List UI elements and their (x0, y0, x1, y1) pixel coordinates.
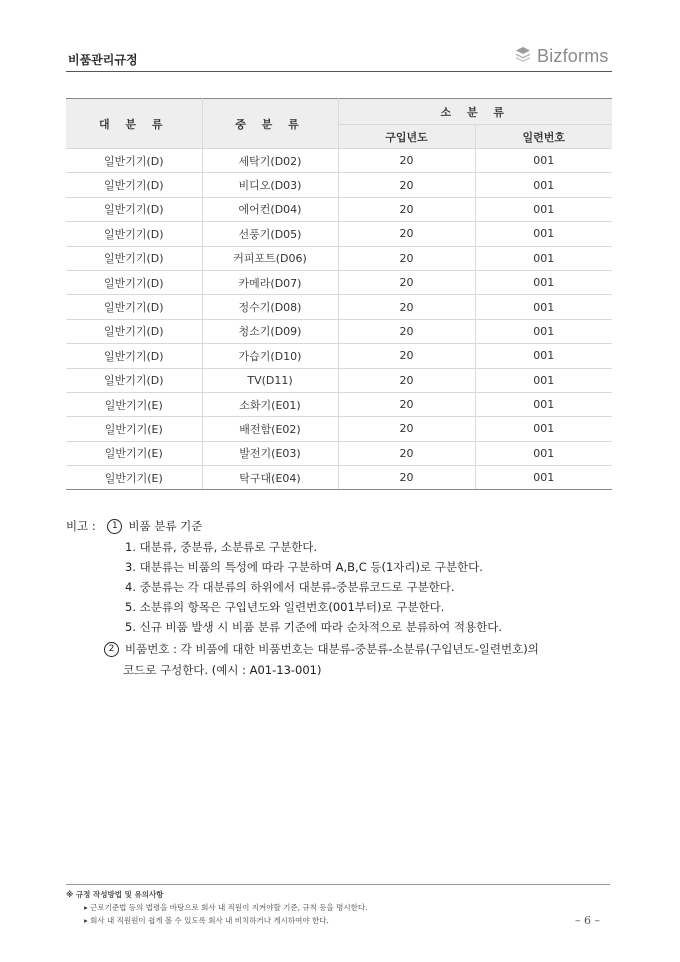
purchase-year-cell: 20 (338, 197, 475, 221)
bizforms-logo (514, 45, 609, 67)
middle-category-cell: 가습기(D10) (202, 344, 338, 368)
purchase-year-cell: 20 (338, 368, 475, 392)
table-row (66, 173, 612, 197)
table-row (66, 222, 612, 246)
major-category-cell: 일반기기(D) (66, 368, 202, 392)
serial-number-cell: 001 (475, 319, 612, 343)
middle-category-cell: 선풍기(D05) (202, 222, 338, 246)
major-category-cell: 일반기기(D) (66, 246, 202, 270)
purchase-year-cell: 20 (338, 246, 475, 270)
major-category-cell: 일반기기(E) (66, 392, 202, 416)
serial-number-cell: 001 (475, 295, 612, 319)
serial-number-cell: 001 (475, 222, 612, 246)
table-row (66, 319, 612, 343)
purchase-year-cell: 20 (338, 441, 475, 465)
classification-table (66, 98, 612, 490)
middle-category-cell: 커피포트(D06) (202, 246, 338, 270)
serial-number-cell: 001 (475, 197, 612, 221)
middle-category-cell: 발전기(E03) (202, 441, 338, 465)
header-middle-category: 중 분 류 (202, 99, 338, 149)
remarks-item2-line1: 비품번호 : 각 비품에 대한 비품번호는 대분류-중분류-소분류(구입년도-일련번호)의 (125, 642, 539, 656)
middle-category-cell: 에어컨(D04) (202, 197, 338, 221)
serial-number-cell: 001 (475, 368, 612, 392)
major-category-cell: 일반기기(D) (66, 197, 202, 221)
serial-number-cell: 001 (475, 344, 612, 368)
table-row (66, 149, 612, 173)
purchase-year-cell: 20 (338, 270, 475, 294)
remarks-sub-item: 5. 신규 비품 발생 시 비품 분류 기준에 따라 순차적으로 분류하여 적용한다. (125, 620, 502, 634)
middle-category-cell: 카메라(D07) (202, 270, 338, 294)
serial-number-cell: 001 (475, 392, 612, 416)
table-row (66, 246, 612, 270)
table-row (66, 295, 612, 319)
table-row (66, 344, 612, 368)
major-category-cell: 일반기기(D) (66, 270, 202, 294)
table-row (66, 270, 612, 294)
logo-text: Bizforms (537, 45, 609, 66)
major-category-cell: 일반기기(E) (66, 466, 202, 490)
middle-category-cell: 배전함(E02) (202, 417, 338, 441)
major-category-cell: 일반기기(E) (66, 417, 202, 441)
remarks-sub-item: 4. 중분류는 각 대분류의 하위에서 대분류-중분류코드로 구분한다. (125, 580, 455, 594)
purchase-year-cell: 20 (338, 417, 475, 441)
table-row (66, 417, 612, 441)
remarks-sub-item: 3. 대분류는 비품의 특성에 따라 구분하며 A,B,C 등(1자리)로 구분한다. (125, 560, 483, 574)
purchase-year-cell: 20 (338, 319, 475, 343)
major-category-cell: 일반기기(D) (66, 344, 202, 368)
remarks-item2-line2: 코드로 구성한다. (예시 : A01-13-001) (123, 663, 322, 677)
table-row (66, 441, 612, 465)
middle-category-cell: 정수기(D08) (202, 295, 338, 319)
remarks-sub-item: 1. 대분류, 중분류, 소분류로 구분한다. (125, 540, 318, 554)
middle-category-cell: 비디오(D03) (202, 173, 338, 197)
table-row (66, 392, 612, 416)
remarks-prefix: 비고 : (66, 519, 96, 533)
header-purchase-year: 구입년도 (338, 125, 475, 149)
footer-heading: ※ 규정 작성방법 및 유의사항 (66, 890, 164, 899)
purchase-year-cell: 20 (338, 222, 475, 246)
header-minor-category: 소 분 류 (338, 99, 612, 125)
serial-number-cell: 001 (475, 270, 612, 294)
circled-number-2: 2 (104, 642, 119, 657)
document-title: 비품관리규정 (68, 53, 138, 67)
purchase-year-cell: 20 (338, 466, 475, 490)
middle-category-cell: 탁구대(E04) (202, 466, 338, 490)
middle-category-cell: 소화기(E01) (202, 392, 338, 416)
purchase-year-cell: 20 (338, 295, 475, 319)
header-divider (66, 71, 612, 72)
serial-number-cell: 001 (475, 466, 612, 490)
circled-number-1: 1 (107, 519, 122, 534)
purchase-year-cell: 20 (338, 149, 475, 173)
header-serial-number: 일련번호 (475, 125, 612, 149)
serial-number-cell: 001 (475, 246, 612, 270)
table-row (66, 368, 612, 392)
page-number: – 6 – (575, 914, 600, 927)
middle-category-cell: 청소기(D09) (202, 319, 338, 343)
serial-number-cell: 001 (475, 173, 612, 197)
remarks-sub-item: 5. 소분류의 항목은 구입년도와 일련번호(001부터)로 구분한다. (125, 600, 445, 614)
footer-line-1: ▸ 근로기준법 등의 법령을 바탕으로 회사 내 직원이 지켜야할 기준, 규칙 등을 명시한다. (84, 903, 368, 912)
purchase-year-cell: 20 (338, 344, 475, 368)
major-category-cell: 일반기기(D) (66, 173, 202, 197)
major-category-cell: 일반기기(D) (66, 222, 202, 246)
serial-number-cell: 001 (475, 441, 612, 465)
footer-line-2: ▸ 회사 내 직원원이 쉽게 볼 수 있도록 회사 내 비치하거나 게시하여야 한다. (84, 916, 329, 925)
table-row (66, 197, 612, 221)
serial-number-cell: 001 (475, 417, 612, 441)
table-row (66, 466, 612, 490)
major-category-cell: 일반기기(D) (66, 319, 202, 343)
purchase-year-cell: 20 (338, 392, 475, 416)
serial-number-cell: 001 (475, 149, 612, 173)
remarks-item1-title: 비품 분류 기준 (128, 519, 203, 533)
purchase-year-cell: 20 (338, 173, 475, 197)
stack-layers-icon (514, 45, 532, 67)
major-category-cell: 일반기기(D) (66, 149, 202, 173)
header-major-category: 대 분 류 (66, 99, 202, 149)
middle-category-cell: TV(D11) (202, 368, 338, 392)
footer-divider (66, 884, 610, 885)
middle-category-cell: 세탁기(D02) (202, 149, 338, 173)
major-category-cell: 일반기기(E) (66, 441, 202, 465)
major-category-cell: 일반기기(D) (66, 295, 202, 319)
